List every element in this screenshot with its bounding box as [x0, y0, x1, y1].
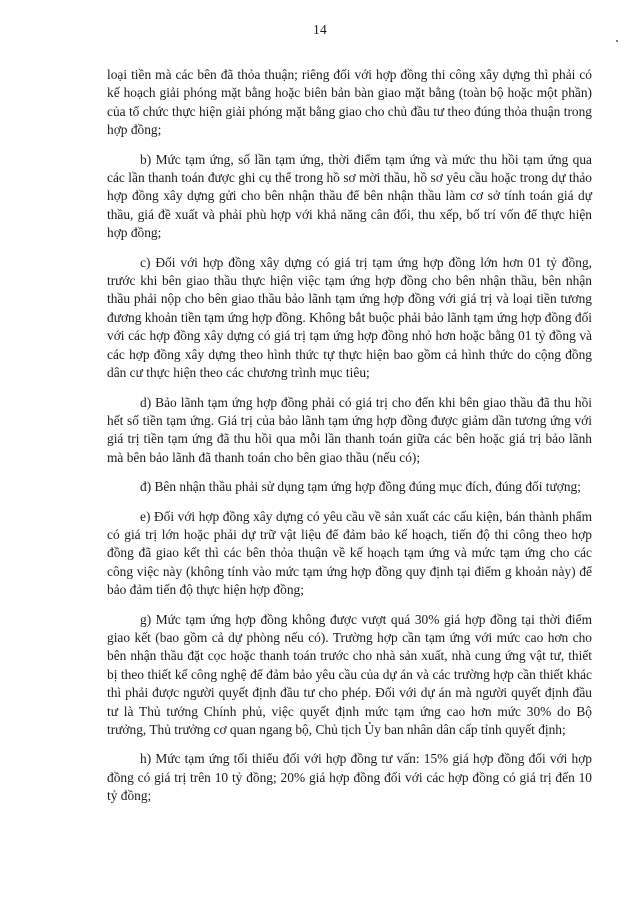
- paragraph-e: e) Đối với hợp đồng xây dựng có yêu cầu về sản xuất các cấu kiện, bán thành phẩm có giá trị lớn hoặc phải dự trữ vật liệu để đảm bảo kế hoạch, tiến độ thi công theo hợp đồng đã giao kết thì các bên thỏa thuận về kế hoạch tạm ứng và mức tạm ứng cho các công việc này (không tính vào mức tạm ứng hợp đồng quy định tại điểm g khoản này) để bảo đảm tiến độ thực hiện hợp đồng;: [107, 508, 592, 598]
- paragraph-dd: đ) Bên nhận thầu phải sử dụng tạm ứng hợp đồng đúng mục đích, đúng đối tượng;: [140, 479, 581, 495]
- paragraph-continuation: loại tiền mà các bên đã thỏa thuận; riêng đối với hợp đồng thi công xây dựng thì phải có kế hoạch giải phóng mặt bằng hoặc biên bản bàn giao mặt bằng (toàn bộ hoặc một phần) của tổ chức thực hiện giải phóng mặt bằng giao cho chủ đầu tư theo đúng thỏa thuận trong hợp đồng;: [107, 67, 592, 138]
- paragraph-c: c) Đối với hợp đồng xây dựng có giá trị tạm ứng hợp đồng lớn hơn 01 tỷ đồng, trước khi bên giao thầu thực hiện việc tạm ứng hợp đồng cho bên nhận thầu, bên nhận thầu phải nộp cho bên giao thầu bảo lãnh tạm ứng hợp đồng với giá trị và loại tiền tương đương khoản tiền tạm ứng hợp đồng. Không bắt buộc phải bảo lãnh tạm ứng hợp đồng đối với các hợp đồng xây dựng có giá trị tạm ứng hợp đồng nhỏ hơn hoặc bằng 01 tỷ đồng và các hợp đồng xây dựng theo hình thức tự thực hiện bao gồm cả hình thức do cộng đồng dân cư thực hiện theo các chương trình mục tiêu;: [107, 254, 592, 381]
- paragraph-h: h) Mức tạm ứng tối thiểu đối với hợp đồng tư vấn: 15% giá hợp đồng đối với hợp đồng có giá trị trên 10 tỷ đồng; 20% giá hợp đồng đối với các hợp đồng có giá trị đến 10 tỷ đồng;: [107, 751, 592, 804]
- paragraph-d: d) Bảo lãnh tạm ứng hợp đồng phải có giá trị cho đến khi bên giao thầu đã thu hồi hết số tiền tạm ứng. Giá trị của bảo lãnh tạm ứng hợp đồng được giảm dần tương ứng với giá trị tiền tạm ứng đã thu hồi qua mỗi lần thanh toán giữa các bên hoặc giá trị bảo lãnh mà bên bảo lãnh đã thanh toán cho bên giao thầu (nếu có);: [107, 394, 592, 465]
- paragraph-g: g) Mức tạm ứng hợp đồng không được vượt quá 30% giá hợp đồng tại thời điểm giao kết (bao gồm cả dự phòng nếu có). Trường hợp cần tạm ứng với mức cao hơn cho bên nhận thầu đặt cọc hoặc thanh toán trước cho nhà sản xuất, nhà cung ứng vật tư, thiết bị theo thiết kế công nghệ để đảm bảo yêu cầu của dự án và các trường hợp cần thiết khác thì phải được người quyết định đầu tư cho phép. Đối với dự án mà người quyết định đầu tư là Thủ tướng Chính phủ, việc quyết định mức tạm ứng cao hơn mức 30% do Bộ trưởng, Thủ trưởng cơ quan ngang bộ, Chủ tịch Ủy ban nhân dân cấp tỉnh quyết định;: [107, 611, 592, 737]
- paragraph-b: b) Mức tạm ứng, số lần tạm ứng, thời điểm tạm ứng và mức thu hồi tạm ứng qua các lần thanh toán được ghi cụ thể trong hồ sơ mời thầu, hồ sơ yêu cầu hoặc trong dự thảo hợp đồng xây dựng gửi cho bên nhận thầu để bên nhận thầu làm cơ sở tính toán giá dự thầu, giá đề xuất và phải phù hợp với khả năng cân đối, thu xếp, bố trí vốn để thực hiện hợp đồng;: [107, 151, 592, 241]
- page-number: 14: [312, 22, 328, 37]
- document-body: [107, 66, 592, 806]
- scan-speck: [616, 40, 618, 42]
